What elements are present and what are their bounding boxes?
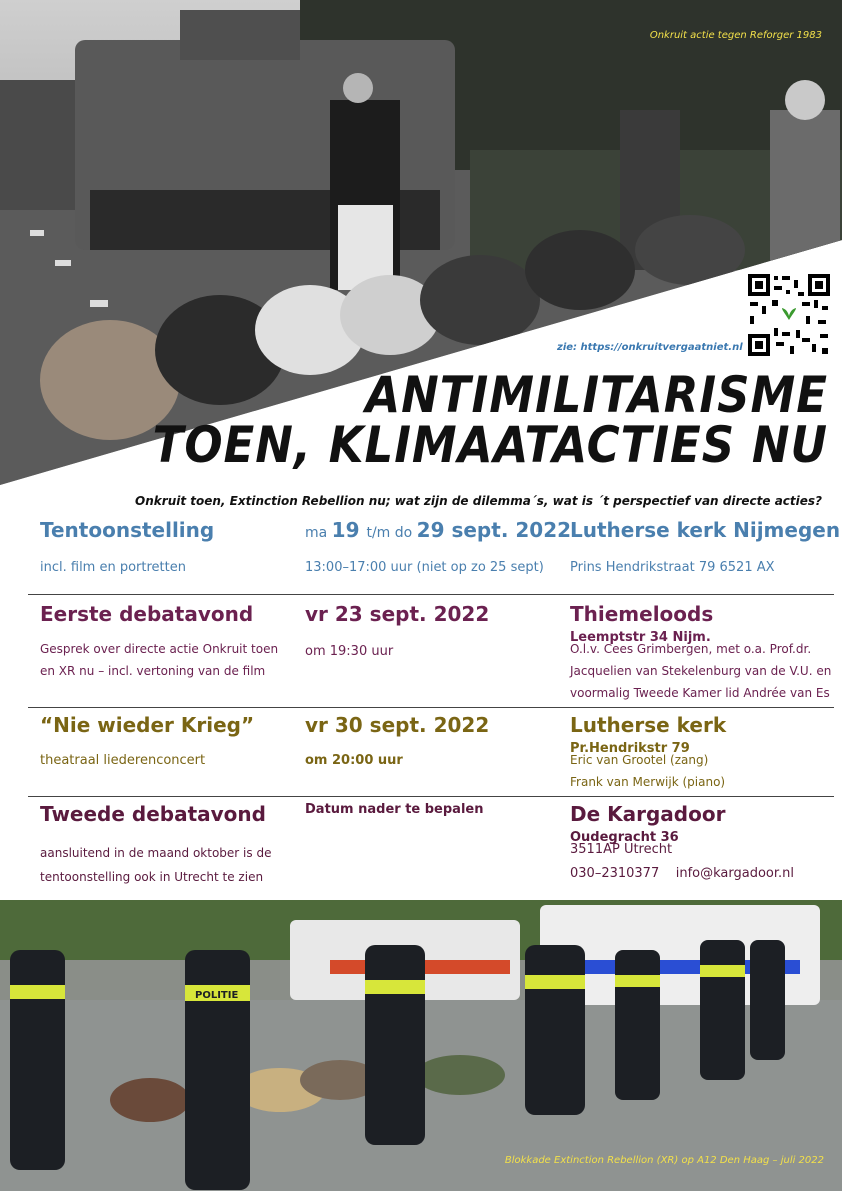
event-venue: De Kargadoor [570, 802, 726, 826]
event-title: Eerste debatavond [40, 602, 254, 626]
headline-line-2: TOEN, KLIMAATACTIES NU [152, 416, 828, 474]
bottom-photo [0, 900, 842, 1191]
event-title: “Nie wieder Krieg” [40, 713, 255, 737]
event-info-1: Eric van Grootel (zang) [570, 753, 709, 767]
qr-url-label[interactable]: zie: https://onkruitvergaatniet.nl [557, 342, 743, 353]
event-title: Tweede debatavond [40, 802, 266, 826]
event-info-1: 3511AP Utrecht [570, 842, 673, 857]
subtitle: Onkruit toen, Extinction Rebellion nu; wat zijn de dilemma´s, wat is ´t perspectief van directe acties? [135, 494, 822, 508]
top-photo-caption: Onkruit actie tegen Reforger 1983 [649, 30, 822, 41]
event-address: Prins Hendrikstraat 79 6521 AX [570, 560, 775, 575]
headline-line-1: ANTIMILITARISME [365, 366, 828, 424]
event-description-1: aansluitend in de maand oktober is de [40, 846, 272, 860]
event-description: theatraal liederenconcert [40, 753, 206, 768]
event-date: vr 23 sept. 2022 [305, 602, 490, 626]
event-venue: Thiemeloods [570, 602, 714, 626]
event-venue-line [570, 802, 834, 845]
event-contact[interactable]: 030–2310377 info@kargadoor.nl [570, 866, 795, 881]
headline [152, 366, 828, 474]
event-info-1: O.l.v. Cees Grimbergen, met o.a. Prof.dr. [570, 642, 812, 656]
event-date: Datum nader te bepalen [305, 802, 484, 817]
event-time: 13:00–17:00 uur (niet op zo 25 sept) [305, 560, 544, 575]
event-venue-extra: Leemptstr 34 Nijm. [570, 630, 711, 645]
divider [28, 707, 834, 708]
bottom-photo-caption: Blokkade Extinction Rebellion (XR) op A12 Den Haag – juli 2022 [504, 1155, 824, 1166]
event-date: vr 30 sept. 2022 [305, 713, 490, 737]
event-info-2: Jacquelien van Stekelenburg van de V.U. en [570, 664, 832, 678]
xr-blockade-photo [0, 900, 842, 1191]
event-description-2: tentoonstelling ook in Utrecht te zien [40, 870, 264, 884]
event-info-2: Frank van Merwijk (piano) [570, 775, 726, 789]
event-venue-extra: Pr.Hendrikstr 79 [570, 741, 690, 756]
politie-label: POLITIE [195, 990, 239, 1001]
qr-code[interactable] [746, 272, 832, 358]
divider [28, 594, 834, 595]
event-venue-extra: Oudegracht 36 [570, 830, 679, 845]
event-description-1: Gesprek over directe actie Onkruit toen [40, 642, 279, 656]
event-time: om 19:30 uur [305, 644, 394, 659]
qr-code-graphic [746, 272, 832, 358]
event-title: Tentoonstelling [40, 518, 215, 542]
event-time: om 20:00 uur [305, 753, 403, 768]
event-date: ma 19 t/m do 29 sept. 2022 [305, 518, 572, 542]
event-description: incl. film en portretten [40, 560, 186, 575]
event-venue: Lutherse kerk [570, 713, 727, 737]
event-venue: Lutherse kerk Nijmegen [570, 518, 841, 542]
event-info-3: voormalig Tweede Kamer lid Andrée van Es [570, 686, 830, 700]
divider [28, 796, 834, 797]
event-description-2: en XR nu – incl. vertoning van de film [40, 664, 266, 678]
